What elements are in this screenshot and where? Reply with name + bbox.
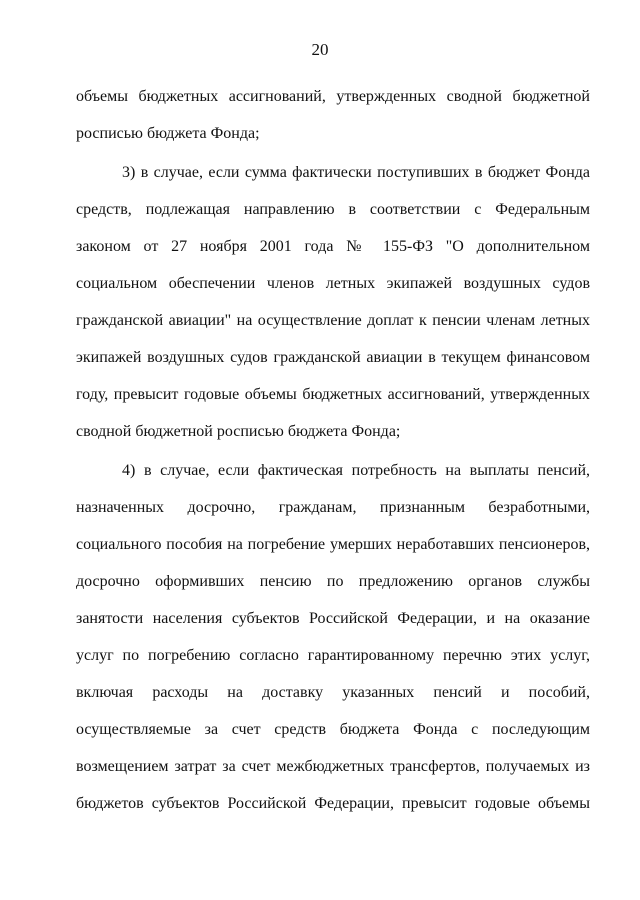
text-line: назначенных досрочно, гражданам, признанным безработными, [76, 499, 590, 516]
text-line: социального пособия на погребение умерших неработавших пенсионеров, [76, 536, 590, 553]
text-line: занятости населения субъектов Российской Федерации, и на оказание [76, 610, 590, 627]
text-line: году, превысит годовые объемы бюджетных ассигнований, утвержденных [76, 386, 590, 403]
text-line: возмещением затрат за счет межбюджетных трансфертов, получаемых из [76, 758, 590, 775]
text-line: экипажей воздушных судов гражданской авиации в текущем финансовом [76, 349, 590, 366]
text-line: досрочно оформивших пенсию по предложению органов службы [76, 573, 590, 590]
text-line: услуг по погребению согласно гарантированному перечню этих услуг, [76, 647, 590, 664]
text-line: законом от 27 ноября 2001 года № 155-ФЗ "О дополнительном [76, 238, 590, 255]
text-line: 4) в случае, если фактическая потребность на выплаты пенсий, [122, 462, 590, 479]
text-line: социальном обеспечении членов летных экипажей воздушных судов [76, 275, 590, 292]
text-line: включая расходы на доставку указанных пенсий и пособий, [76, 684, 590, 701]
text-line: 3) в случае, если сумма фактически поступивших в бюджет Фонда [122, 164, 590, 181]
text-line: объемы бюджетных ассигнований, утвержденных сводной бюджетной [76, 88, 590, 105]
body-text [76, 78, 590, 822]
text-line: бюджетов субъектов Российской Федерации, превысит годовые объемы [76, 795, 590, 812]
page-number: 20 [311, 40, 329, 59]
text-line: средств, подлежащая направлению в соответствии с Федеральным [76, 201, 590, 218]
text-line: осуществляемые за счет средств бюджета Фонда с последующим [76, 721, 590, 738]
text-line: сводной бюджетной росписью бюджета Фонда; [76, 423, 401, 440]
text-line: росписью бюджета Фонда; [76, 125, 260, 142]
text-line: гражданской авиации" на осуществление доплат к пенсии членам летных [76, 312, 590, 329]
